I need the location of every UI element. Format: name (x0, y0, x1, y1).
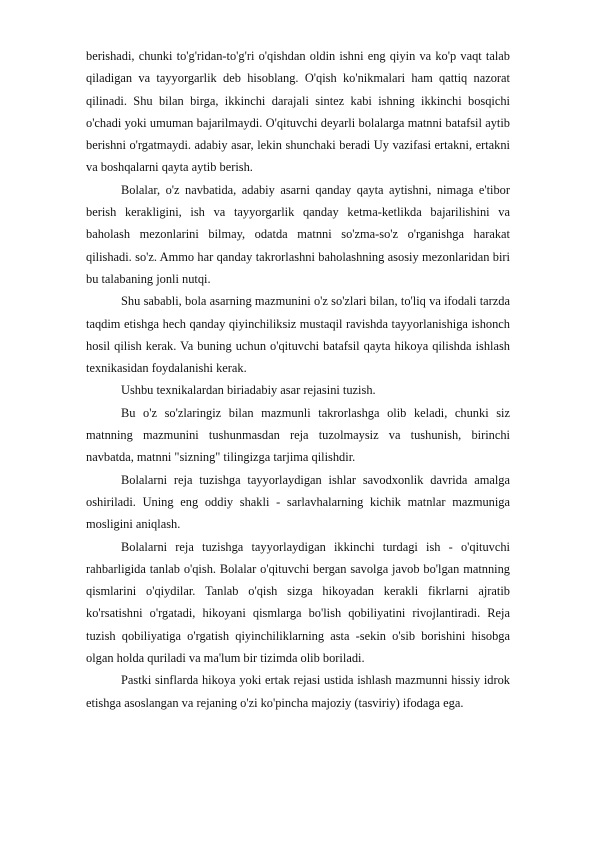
paragraph-3: Shu sababli, bola asarning mazmunini o'z so'zlari bilan, to'liq va ifodali tarzda taqdim etishga hech qanday qiyinchiliksiz mustaqil ravishda tayyorlanishiga ishonch hosil qilish kerak. Va buning uchun o'qituvchi batafsil qayta hikoya qilishda ishlash texnikasidan foydalanishi kerak. (86, 294, 510, 376)
paragraph-6: Bolalarni reja tuzishga tayyorlaydigan ishlar savodxonlik davrida amalga oshiriladi. Uning eng oddiy shakli - sarlavhalarning kichik matnlar mazmuniga mosligini aniqlash. (86, 472, 510, 532)
paragraph-4: Ushbu texnikalardan biriadabiy asar rejasini tuzish. (121, 383, 376, 398)
paragraph-7: Bolalarni reja tuzishga tayyorlaydigan ikkinchi turdagi ish - o'qituvchi rahbarligida tanlab o'qish. Bolalar o'qituvchi bergan savolga javob bo'lgan matnning qismlarini o'qiydilar. Tanlab o'qish sizga hikoyadan kerakli fikrlarni ajratib ko'rsatishni o'rgatadi, hikoyani qismlarga bo'lish qobiliyatini rivojlantiradi. Reja tuzish qobiliyatiga o'rgatish qiyinchiliklarning asta -sekin o'sib borishini hisobga olgan holda quriladi va ma'lum bir tizimda olib boriladi. (86, 539, 510, 666)
document-page (86, 45, 510, 714)
paragraph-5: Bu o'z so'zlaringiz bilan mazmunli takrorlashga olib keladi, chunki siz matnning mazmunini tushunmasdan reja tuzolmaysiz va tushunish, birinchi navbatda, matnni "sizning" tilingizga tarjima qilishdir. (86, 405, 510, 465)
paragraph-8: Pastki sinflarda hikoya yoki ertak rejasi ustida ishlash mazmunni hissiy idrok etishga asoslangan va rejaning o'zi ko'pincha majoziy (tasviriy) ifodaga ega. (86, 673, 510, 710)
paragraph-2: Bolalar, o'z navbatida, adabiy asarni qanday qayta aytishni, nimaga e'tibor berish kerakligini, ish va tayyorgarlik qanday ketma-ketlikda bajarilishini va baholash mezonlarini bilmay, odatda matnni so'zma-so'z o'rganishga harakat qilishadi. so'z. Ammo har qanday takrorlashni baholashning asosiy mezonlaridan biri bu talabaning jonli nutqi. (86, 182, 510, 286)
paragraph-1: berishadi, chunki to'g'ridan-to'g'ri o'qishdan oldin ishni eng qiyin va ko'p vaqt talab qiladigan va tayyorgarlik deb hisoblang. O'qish ko'nikmalari ham qattiq nazorat qilinadi. Shu bilan birga, ikkinchi darajali sintez kabi ishning ikkinchi bosqichi o'chadi yoki umuman bajarilmaydi. O'qituvchi deyarli bolalarga matnni batafsil aytib berishni o'rgatmaydi. adabiy asar, lekin shunchaki beradi Uy vazifasi ertakni, ertakni va boshqalarni qayta aytib berish. (86, 49, 510, 175)
